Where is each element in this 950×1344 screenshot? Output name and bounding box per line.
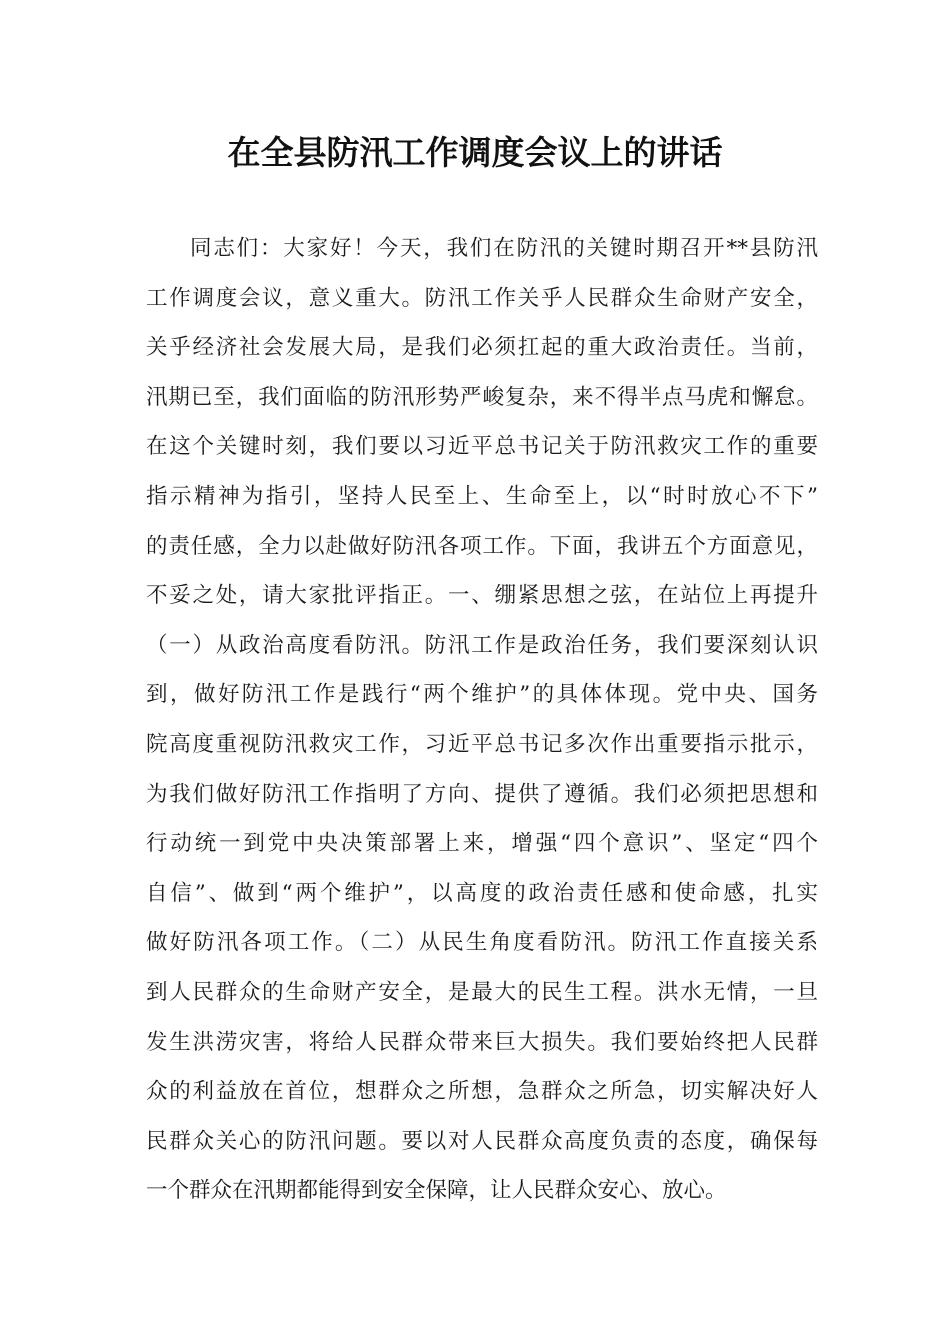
body-line: 指示精神为指引，坚持人民至上、生命至上，以“时时放心不下”	[146, 483, 818, 509]
body-line: 的责任感，全力以赴做好防汛各项工作。下面，我讲五个方面意见，	[146, 533, 818, 559]
body-line: 在这个关键时刻，我们要以习近平总书记关于防汛救灾工作的重要	[146, 434, 818, 460]
body-line: 工作调度会议，意义重大。防汛工作关乎人民群众生命财产安全，	[146, 285, 818, 311]
body-line: 一个群众在汛期都能得到安全保障，让人民群众安心、放心。	[146, 1178, 727, 1204]
body-line: 到人民群众的生命财产安全，是最大的民生工程。洪水无情，一旦	[146, 979, 818, 1005]
body-line: 汛期已至，我们面临的防汛形势严峻复杂，来不得半点马虎和懈怠。	[146, 384, 818, 410]
body-line: 到，做好防汛工作是践行“两个维护”的具体体现。党中央、国务	[146, 682, 818, 708]
body-line: 民群众关心的防汛问题。要以对人民群众高度负责的态度，确保每	[146, 1128, 818, 1154]
document-body	[146, 228, 818, 1220]
body-line: 关乎经济社会发展大局，是我们必须扛起的重大政治责任。当前，	[146, 335, 818, 361]
body-line: 行动统一到党中央决策部署上来，增强“四个意识”、坚定“四个	[146, 831, 818, 857]
body-line: 院高度重视防汛救灾工作，习近平总书记多次作出重要指示批示，	[146, 731, 818, 757]
body-line: 为我们做好防汛工作指明了方向、提供了遵循。我们必须把思想和	[146, 781, 818, 807]
document-title: 在全县防汛工作调度会议上的讲话	[227, 133, 723, 172]
body-line: 发生洪涝灾害，将给人民群众带来巨大损失。我们要始终把人民群	[146, 1029, 818, 1055]
body-line: 做好防汛各项工作。（二）从民生角度看防汛。防汛工作直接关系	[146, 930, 818, 956]
body-line: （一）从政治高度看防汛。防汛工作是政治任务，我们要深刻认识	[146, 632, 818, 658]
body-line: 众的利益放在首位，想群众之所想，急群众之所急，切实解决好人	[146, 1079, 818, 1105]
body-line: 自信”、做到“两个维护”，以高度的政治责任感和使命感，扎实	[146, 880, 818, 906]
body-line: 不妥之处，请大家批评指正。一、绷紧思想之弦，在站位上再提升	[146, 583, 818, 609]
body-line: 同志们：大家好！今天，我们在防汛的关键时期召开**县防汛	[190, 236, 818, 261]
